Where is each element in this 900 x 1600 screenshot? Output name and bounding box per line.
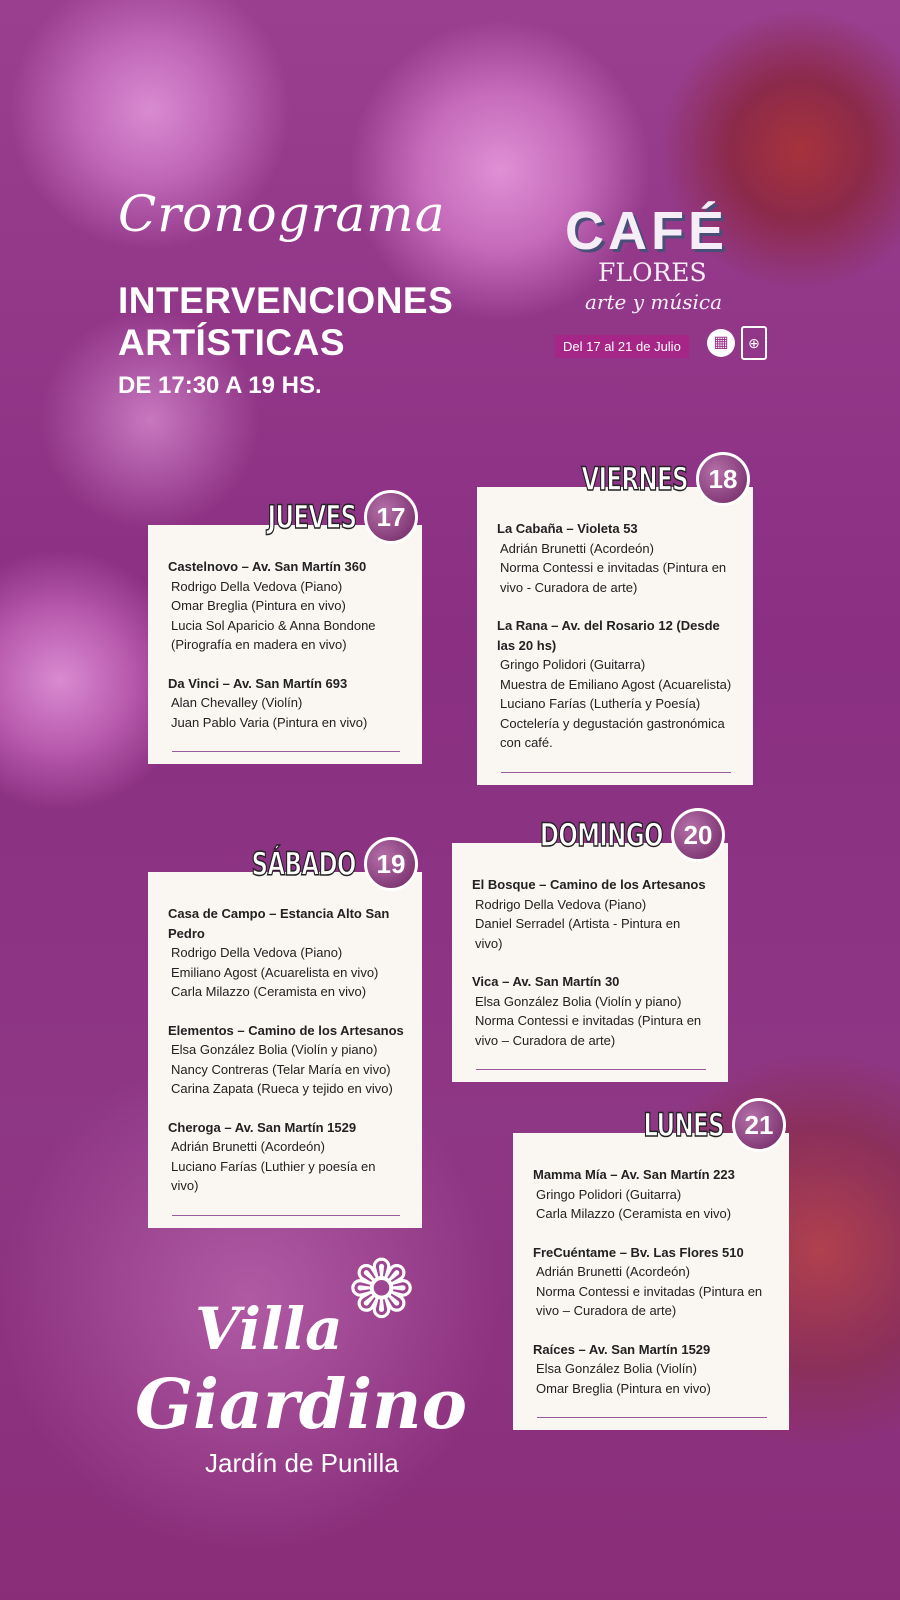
venue-name: Casa de Campo – Estancia Alto San Pedro bbox=[168, 906, 390, 941]
time-range: DE 17:30 A 19 HS. bbox=[118, 372, 322, 399]
passport-icon: ⊕ bbox=[741, 326, 767, 360]
day-name: VIERNES bbox=[581, 460, 688, 498]
performer: Gringo Polidori (Guitarra) bbox=[500, 657, 646, 672]
performer: Gringo Polidori (Guitarra) bbox=[536, 1186, 682, 1202]
performer: Carla Milazzo (Ceramista en vivo) bbox=[536, 1206, 732, 1221]
venue-name: Mamma Mía – Av. San Martín 223 bbox=[533, 1167, 735, 1182]
brand-cafe: CAFÉ bbox=[565, 201, 728, 261]
performer: Juan Pablo Varia (Pintura en vivo) bbox=[171, 714, 368, 730]
venue-block bbox=[168, 674, 404, 733]
divider bbox=[537, 1417, 767, 1418]
calendar-icon: ▦ bbox=[707, 329, 735, 357]
performer: Coctelería y degustación gastronómica con café. bbox=[500, 715, 725, 750]
day-name: DOMINGO bbox=[540, 816, 663, 854]
performer: Rodrigo Della Vedova (Piano) bbox=[171, 578, 343, 594]
performer: Omar Breglia (Pintura en vivo) bbox=[171, 598, 346, 613]
performer: Adrián Brunetti (Acordeón) bbox=[500, 540, 654, 556]
venue-block bbox=[533, 1340, 771, 1399]
performer: Norma Contessi e invitadas (Pintura en vivo – Curadora de arte) bbox=[475, 1013, 702, 1048]
venue-block bbox=[168, 1021, 404, 1099]
performer: Elsa González Bolia (Violín y piano) bbox=[171, 1042, 378, 1057]
day-name: LUNES bbox=[643, 1106, 724, 1144]
day-header bbox=[492, 808, 725, 862]
venue-name: La Rana – Av. del Rosario 12 (Desde las 20 hs) bbox=[497, 618, 720, 653]
performer: Emiliano Agost (Acuarelista en vivo) bbox=[171, 964, 379, 980]
performer: Rodrigo Della Vedova (Piano) bbox=[171, 945, 343, 960]
performer: Daniel Serradel (Artista - Pintura en vivo) bbox=[475, 916, 681, 951]
performer: Rodrigo Della Vedova (Piano) bbox=[475, 896, 647, 912]
performer: Norma Contessi e invitadas (Pintura en vivo – Curadora de arte) bbox=[536, 1283, 763, 1318]
venue-name: Vica – Av. San Martín 30 bbox=[472, 974, 620, 989]
venue-block bbox=[497, 616, 735, 753]
performer: Elsa González Bolia (Violín) bbox=[536, 1361, 697, 1376]
logo-subtitle: Jardín de Punilla bbox=[205, 1448, 399, 1478]
venue-block bbox=[497, 519, 735, 597]
script-title: Cronograma bbox=[118, 185, 446, 243]
divider bbox=[172, 751, 400, 752]
divider bbox=[501, 772, 731, 773]
performer: Norma Contessi e invitadas (Pintura en vivo - Curadora de arte) bbox=[500, 560, 727, 595]
performer: Muestra de Emiliano Agost (Acuarelista) bbox=[500, 676, 732, 692]
day-number-badge: 19 bbox=[364, 837, 418, 891]
day-number-badge: 20 bbox=[671, 808, 725, 862]
venue-block bbox=[533, 1165, 771, 1224]
performer: Adrián Brunetti (Acordeón) bbox=[536, 1264, 690, 1279]
brand-tagline: arte y música bbox=[585, 290, 723, 314]
day-header bbox=[211, 837, 418, 891]
performer: Nancy Contreras (Telar María en vivo) bbox=[171, 1061, 391, 1077]
day-card bbox=[452, 843, 728, 1082]
venue-block bbox=[168, 1118, 404, 1196]
venue-name: La Cabaña – Violeta 53 bbox=[497, 521, 638, 536]
logo-giardino: Giardino bbox=[135, 1365, 467, 1445]
venue-block bbox=[168, 904, 404, 1002]
performer: Omar Breglia (Pintura en vivo) bbox=[536, 1380, 711, 1396]
day-card bbox=[148, 872, 422, 1228]
day-number-badge: 17 bbox=[364, 490, 418, 544]
performer: Carina Zapata (Rueca y tejido en vivo) bbox=[171, 1081, 393, 1096]
day-header bbox=[233, 490, 418, 544]
venue-name: FreCuéntame – Bv. Las Flores 510 bbox=[533, 1244, 744, 1260]
performer: Elsa González Bolia (Violín y piano) bbox=[475, 993, 682, 1009]
venue-block bbox=[472, 875, 710, 953]
venue-name: Elementos – Camino de los Artesanos bbox=[168, 1022, 404, 1038]
performer: Luciano Farías (Luthier y poesía en vivo) bbox=[171, 1158, 376, 1193]
flower-logo-icon: ❁ bbox=[348, 1245, 416, 1334]
brand-flores: FLORES bbox=[598, 258, 707, 287]
venue-name: Cheroga – Av. San Martín 1529 bbox=[168, 1119, 357, 1135]
performer: Carla Milazzo (Ceramista en vivo) bbox=[171, 984, 367, 999]
performer: Alan Chevalley (Violín) bbox=[171, 695, 303, 710]
venue-name: El Bosque – Camino de los Artesanos bbox=[472, 877, 706, 892]
logo-villa: Villa bbox=[195, 1295, 343, 1363]
title-line-1: INTERVENCIONES bbox=[118, 280, 454, 321]
day-header bbox=[540, 452, 750, 506]
event-dates: Del 17 al 21 de Julio bbox=[555, 335, 689, 358]
day-name: SÁBADO bbox=[251, 845, 356, 883]
performer: Luciano Farías (Luthería y Poesía) bbox=[500, 696, 701, 711]
day-card bbox=[148, 525, 422, 764]
day-name: JUEVES bbox=[267, 498, 356, 536]
title-line-2: ARTÍSTICAS bbox=[118, 322, 345, 363]
performer: Lucia Sol Aparicio & Anna Bondone (Pirografía en madera en vivo) bbox=[171, 617, 376, 652]
day-number-badge: 21 bbox=[732, 1098, 786, 1152]
day-number-badge: 18 bbox=[696, 452, 750, 506]
day-card bbox=[477, 487, 753, 785]
divider bbox=[476, 1069, 706, 1070]
venue-block bbox=[472, 972, 710, 1050]
venue-name: Da Vinci – Av. San Martín 693 bbox=[168, 675, 348, 691]
divider bbox=[172, 1215, 400, 1216]
performer: Adrián Brunetti (Acordeón) bbox=[171, 1139, 325, 1154]
venue-block bbox=[168, 557, 404, 655]
venue-name: Raíces – Av. San Martín 1529 bbox=[533, 1341, 711, 1357]
day-header bbox=[612, 1098, 786, 1152]
venue-name: Castelnovo – Av. San Martín 360 bbox=[168, 559, 367, 574]
venue-block bbox=[533, 1243, 771, 1321]
day-card bbox=[513, 1133, 789, 1430]
